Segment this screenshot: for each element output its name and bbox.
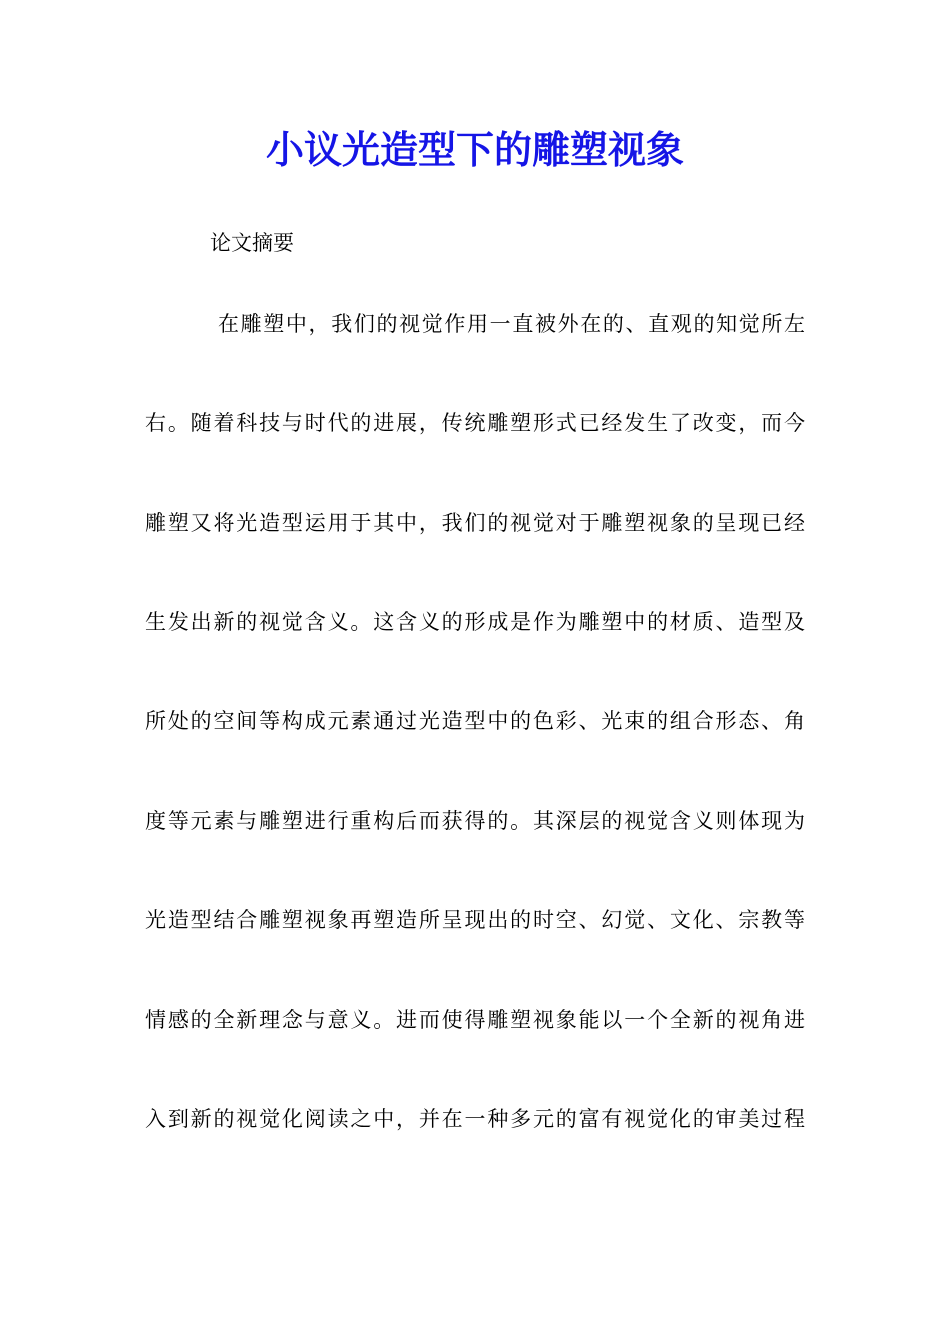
section-heading: 论文摘要	[210, 231, 294, 255]
document-title: 小议光造型下的雕塑视象	[265, 127, 684, 172]
paragraph-line: 生发出新的视觉含义。这含义的形成是作为雕塑中的材质、造型及	[145, 610, 805, 634]
paragraph-line: 度等元素与雕塑进行重构后而获得的。其深层的视觉含义则体现为	[145, 809, 805, 833]
paragraph-line: 所处的空间等构成元素通过光造型中的色彩、光束的组合形态、角	[145, 709, 805, 733]
paragraph-line: 雕塑又将光造型运用于其中，我们的视觉对于雕塑视象的呈现已经	[145, 511, 805, 535]
paragraph-line: 右。随着科技与时代的进展，传统雕塑形式已经发生了改变，而今	[145, 411, 805, 435]
paragraph-line: 情感的全新理念与意义。进而使得雕塑视象能以一个全新的视角进	[145, 1008, 805, 1032]
paragraph-line: 在雕塑中，我们的视觉作用一直被外在的、直观的知觉所左	[218, 312, 805, 336]
paragraph-line: 光造型结合雕塑视象再塑造所呈现出的时空、幻觉、文化、宗教等	[145, 908, 805, 932]
paragraph-line: 入到新的视觉化阅读之中，并在一种多元的富有视觉化的审美过程	[145, 1107, 805, 1131]
